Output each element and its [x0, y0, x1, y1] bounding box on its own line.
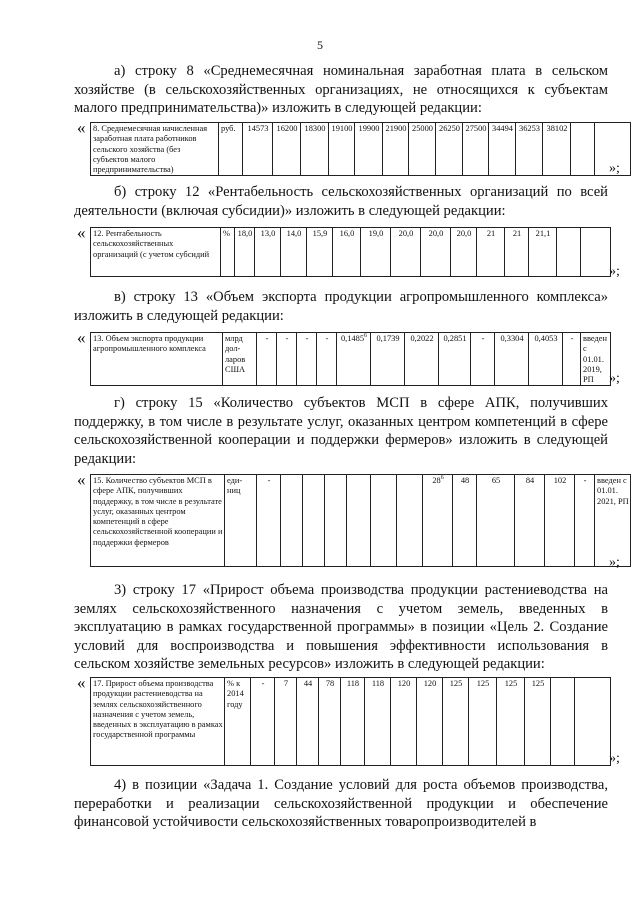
value-cell: [337, 333, 371, 386]
value-cell: 7: [275, 678, 297, 766]
unit-cell: еди-ниц: [225, 475, 257, 567]
value-cell: -: [251, 678, 275, 766]
row-label: 12. Рентабельность сельскохозяйственных организаций (с учетом субсидий: [91, 228, 221, 277]
value-cell: 18300: [301, 123, 329, 176]
paragraph-row-17: 3) строку 17 «Прирост объема производства продукции растениеводства на землях сельскохозяйственного назначения с учетом земель, введенных в эксплуатацию в рамках государственной программы» в позиции «Цель 2. Создание условий для воспроизводства и повышения эффективности использования в сельском хозяйстве земельных ресурсов» изложить в следующей редакции:: [74, 582, 608, 673]
value-cell: 21: [477, 228, 505, 277]
value-cell: 0,2022: [405, 333, 439, 386]
open-quote: «: [77, 470, 86, 489]
value-cell: 25000: [409, 123, 436, 176]
value-cell: [281, 475, 303, 567]
value-cell: 15,9: [307, 228, 333, 277]
value-cell: 78: [319, 678, 341, 766]
value-cell: -: [297, 333, 317, 386]
table-row-8: [90, 122, 631, 176]
value-cell: 0,4053: [529, 333, 563, 386]
value-cell: -: [277, 333, 297, 386]
value-cell: 118: [341, 678, 365, 766]
value-cell: [325, 475, 347, 567]
value-cell: 125: [525, 678, 551, 766]
unit-cell: % к 2014 году: [225, 678, 251, 766]
value-cell: 125: [497, 678, 525, 766]
value-cell: 20,0: [451, 228, 477, 277]
value-text: 0,1485: [340, 334, 365, 343]
value-cell: [571, 123, 595, 176]
note-cell: введен с 01.01. 2019, РП: [581, 333, 611, 386]
value-cell: 0,3304: [495, 333, 529, 386]
note-cell: [575, 678, 611, 766]
value-cell: 18,0: [235, 228, 255, 277]
table-row-13: [90, 332, 611, 386]
value-cell: 20,0: [421, 228, 451, 277]
value-cell: [371, 475, 397, 567]
value-cell: 36253: [516, 123, 543, 176]
value-cell: 125: [469, 678, 497, 766]
paragraph-row-8: а) строку 8 «Среднемесячная номинальная заработная плата в сельском хозяйстве (в сельскохозяйственных организациях, не относящихся к субъектам малого предпринимательства)» изложить в следующей редакции:: [74, 63, 608, 117]
value-cell: 120: [391, 678, 417, 766]
value-cell: -: [257, 475, 281, 567]
close-quote: »;: [609, 751, 620, 766]
value-cell: 19900: [355, 123, 383, 176]
value-cell: 34494: [489, 123, 516, 176]
row-label: 13. Объем экспорта продукции агропромышленного комплекса: [91, 333, 223, 386]
unit-cell: %: [221, 228, 235, 277]
row-label: 17. Прирост объема производства продукции растениеводства на землях сельскохозяйственного назначения с учетом земель, введенных в эксплуатацию в рамках государственной программы: [91, 678, 225, 766]
value-cell: 118: [365, 678, 391, 766]
value-cell: [397, 475, 423, 567]
value-cell: 14,0: [281, 228, 307, 277]
value-cell: 44: [297, 678, 319, 766]
value-cell: 27500: [463, 123, 489, 176]
value-cell: 84: [515, 475, 545, 567]
close-quote: »;: [609, 555, 620, 570]
row-label: 15. Количество субъектов МСП в сфере АПК, получивших поддержку, в том числе в результате услуг, оказанных центром компетенций в сфере сельскохозяйственной кооперации и поддержки фермеров: [91, 475, 225, 567]
footnote-mark: 6: [364, 333, 368, 340]
value-cell: 13,0: [255, 228, 281, 277]
close-quote: »;: [609, 161, 620, 176]
value-cell: [303, 475, 325, 567]
paragraph-row-15: г) строку 15 «Количество субъектов МСП в сфере АПК, получивших поддержку, в том числе в результате услуг, оказанных центром компетенций в сфере сельскохозяйственной кооперации и поддержки фермеров» изложить в следующей редакции:: [74, 395, 608, 467]
value-cell: 65: [477, 475, 515, 567]
value-cell: 102: [545, 475, 575, 567]
open-quote: «: [77, 223, 86, 242]
row-label: 8. Среднемесячная начисленная заработная плата работников сельского хозяйства (без субъектов малого предпринимательства): [91, 123, 219, 176]
value-cell: 0,1739: [371, 333, 405, 386]
open-quote: «: [77, 328, 86, 347]
paragraph-row-13: в) строку 13 «Объем экспорта продукции агропромышленного комплекса» изложить в следующей редакции:: [74, 289, 608, 324]
value-cell: 19,0: [361, 228, 391, 277]
value-cell: 26250: [436, 123, 463, 176]
value-cell: 38102: [543, 123, 571, 176]
table-row-15: [90, 474, 631, 567]
close-quote: »;: [609, 371, 620, 386]
value-cell: [423, 475, 453, 567]
value-cell: 21: [505, 228, 529, 277]
value-cell: 16,0: [333, 228, 361, 277]
close-quote: »;: [609, 264, 620, 279]
value-cell: -: [471, 333, 495, 386]
value-cell: 19100: [329, 123, 355, 176]
value-cell: 0,2851: [439, 333, 471, 386]
value-cell: [551, 678, 575, 766]
unit-cell: руб.: [219, 123, 243, 176]
value-cell: -: [563, 333, 581, 386]
paragraph-row-12: б) строку 12 «Рентабельность сельскохозяйственных организаций по всей деятельности (включая субсидии)» изложить в следующей редакции:: [74, 184, 608, 219]
value-cell: 125: [443, 678, 469, 766]
value-cell: -: [317, 333, 337, 386]
value-cell: 120: [417, 678, 443, 766]
value-cell: 16200: [273, 123, 301, 176]
open-quote: «: [77, 673, 86, 692]
value-cell: -: [575, 475, 595, 567]
page-number: 5: [317, 38, 323, 52]
table-row-12: [90, 227, 611, 277]
value-text: 28: [432, 476, 441, 485]
unit-cell: млрд дол-ларов США: [223, 333, 257, 386]
note-cell: введен с 01.01. 2021, РП: [595, 475, 631, 567]
value-cell: 21900: [383, 123, 409, 176]
value-cell: 20,0: [391, 228, 421, 277]
value-cell: 48: [453, 475, 477, 567]
note-cell: [581, 228, 611, 277]
value-cell: -: [257, 333, 277, 386]
open-quote: «: [77, 118, 86, 137]
value-cell: 14573: [243, 123, 273, 176]
value-cell: 21,1: [529, 228, 557, 277]
paragraph-task-1: 4) в позиции «Задача 1. Создание условий для роста объемов производства, переработки и реализации сельскохозяйственной продукции и обеспечение финансовой устойчивости сельскохозяйственных товаропроизводителей в: [74, 777, 608, 831]
footnote-mark: 6: [440, 475, 444, 482]
value-cell: [557, 228, 581, 277]
value-cell: [347, 475, 371, 567]
table-row-17: [90, 677, 611, 766]
